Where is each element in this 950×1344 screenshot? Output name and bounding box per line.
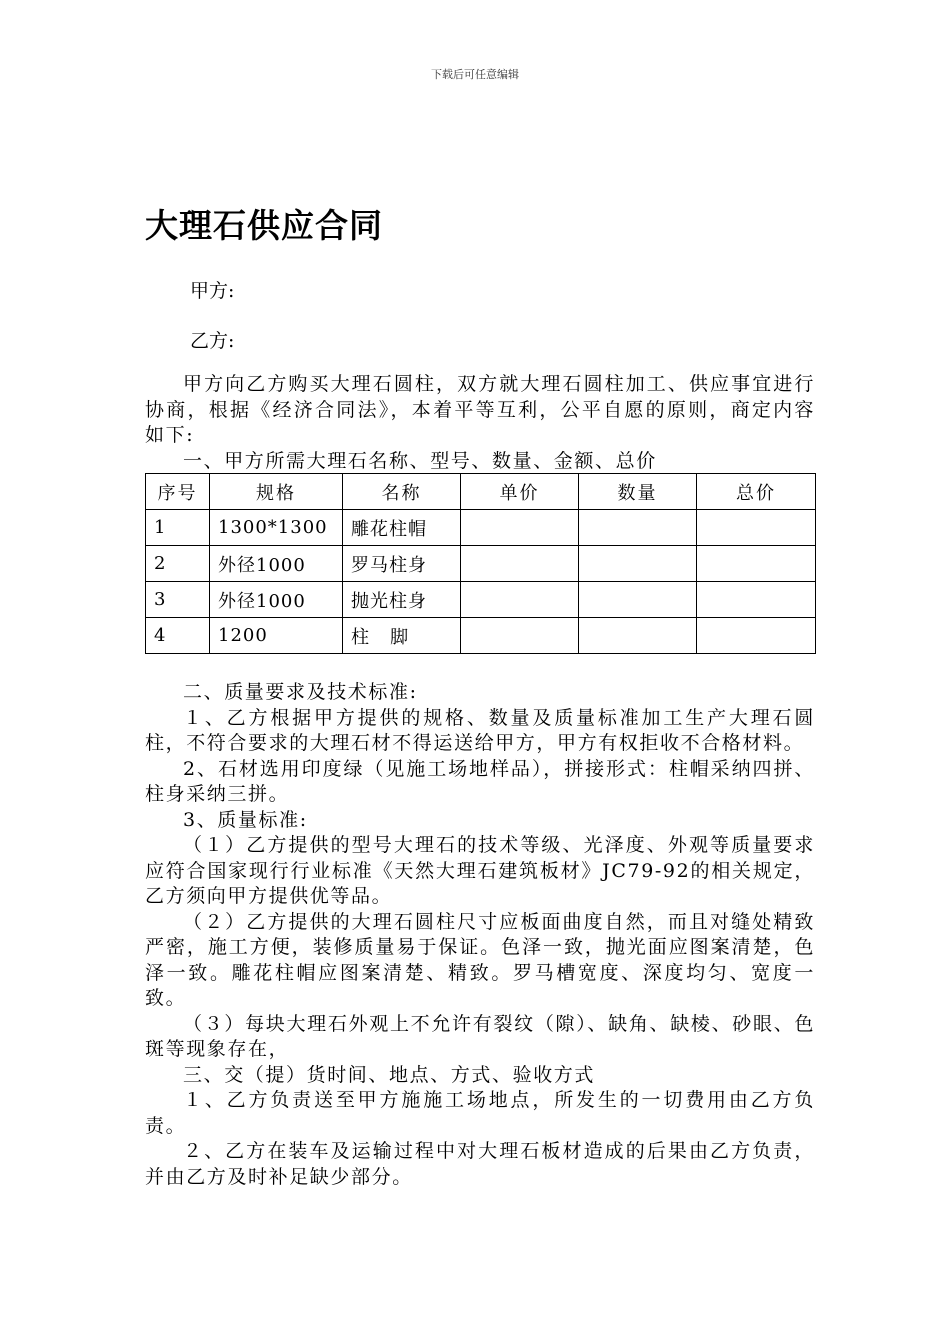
cell-total [697, 618, 816, 654]
col-header-unit-price: 单价 [461, 474, 579, 510]
table-row [146, 510, 816, 546]
cell-spec: 外径1000 [210, 546, 343, 582]
cell-unit-price [461, 510, 579, 546]
col-header-index: 序号 [146, 474, 210, 510]
section2-clause-3-3: （３）每块大理石外观上不允许有裂纹（隙）、缺角、缺棱、砂眼、色斑等现象存在， [145, 1012, 815, 1060]
section1-heading: 一、甲方所需大理石名称、型号、数量、金额、总价 [183, 449, 657, 472]
cell-index: 3 [146, 582, 210, 618]
col-header-total: 总价 [697, 474, 816, 510]
cell-quantity [579, 582, 697, 618]
cell-name: 雕花柱帽 [343, 510, 461, 546]
section2-clause-3-2: （２）乙方提供的大理石圆柱尺寸应板面曲度自然，而且对缝处精致严密，施工方便，装修质量易于保证。色泽一致，抛光面应图案清楚，色泽一致。雕花柱帽应图案清楚、精致。罗马槽宽度、深度均匀、宽度一致。 [145, 910, 815, 1009]
cell-total [697, 510, 816, 546]
cell-spec: 1300*1300 [210, 510, 343, 546]
table-row [146, 582, 816, 618]
cell-quantity [579, 546, 697, 582]
cell-total [697, 546, 816, 582]
table-header-row [146, 474, 816, 510]
cell-index: 2 [146, 546, 210, 582]
intro-paragraph: 甲方向乙方购买大理石圆柱，双方就大理石圆柱加工、供应事宜进行协商，根据《经济合同法》，本着平等互利，公平自愿的原则，商定内容如下: [145, 373, 815, 446]
table-row [146, 546, 816, 582]
section2-clause-3-1: （１）乙方提供的型号大理石的技术等级、光泽度、外观等质量要求应符合国家现行行业标准《天然大理石建筑板材》JC79-92的相关规定，乙方须向甲方提供优等品。 [145, 834, 815, 907]
table-row [146, 618, 816, 654]
cell-name: 抛光柱身 [343, 582, 461, 618]
cell-quantity [579, 510, 697, 546]
section2-clause-3: 3、质量标准: [183, 808, 308, 831]
section2-clause-1: １、乙方根据甲方提供的规格、数量及质量标准加工生产大理石圆柱，不符合要求的大理石材不得运送给甲方，甲方有权拒收不合格材料。 [145, 706, 815, 754]
section2-heading: 二、质量要求及技术标准: [183, 681, 418, 703]
col-header-name: 名称 [343, 474, 461, 510]
section2-clause-2: 2、石材选用印度绿（见施工场地样品），拼接形式：柱帽采纳四拼、柱身采纳三拼。 [145, 757, 815, 805]
party-b-label: 乙方: [190, 330, 235, 352]
contract-title: 大理石供应合同 [145, 206, 383, 245]
cell-name: 柱 脚 [343, 618, 461, 654]
cell-unit-price [461, 618, 579, 654]
col-header-spec: 规格 [210, 474, 343, 510]
section2-block [145, 680, 815, 1190]
col-header-quantity: 数量 [579, 474, 697, 510]
cell-unit-price [461, 582, 579, 618]
cell-total [697, 582, 816, 618]
section3-clause-2: ２、乙方在装车及运输过程中对大理石板材造成的后果由乙方负责，并由乙方及时补足缺少部分。 [145, 1140, 815, 1188]
section3-clause-1: １、乙方负责送至甲方施施工场地点，所发生的一切费用由乙方负责。 [145, 1089, 815, 1137]
cell-spec: 外径1000 [210, 582, 343, 618]
cell-spec: 1200 [210, 618, 343, 654]
header-note: 下载后可任意编辑 [431, 68, 519, 81]
section3-heading: 三、交（提）货时间、地点、方式、验收方式 [183, 1063, 596, 1086]
cell-quantity [579, 618, 697, 654]
cell-unit-price [461, 546, 579, 582]
cell-index: 1 [146, 510, 210, 546]
cell-name: 罗马柱身 [343, 546, 461, 582]
items-table [145, 473, 816, 654]
party-a-label: 甲方: [190, 280, 235, 302]
cell-index: 4 [146, 618, 210, 654]
intro-block [145, 372, 815, 474]
